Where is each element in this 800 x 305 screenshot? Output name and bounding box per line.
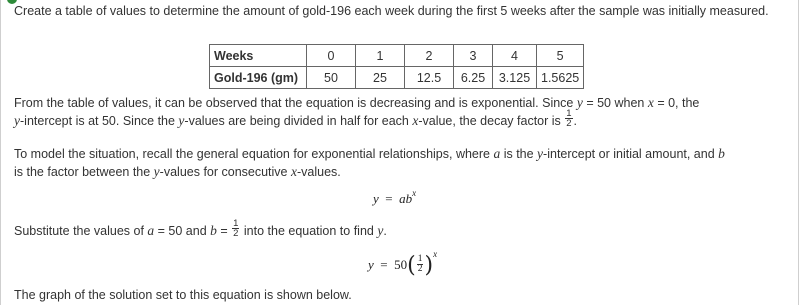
decay-fraction: $\frac{1}{2}$: [566, 108, 572, 130]
intro-text: Create a table of values to determine the amount of gold-196 each week during the first 5 weeks after the sample was initially measured.: [14, 4, 769, 18]
intro-paragraph: [14, 3, 784, 20]
solution-equation: y = 50( $\frac{1}{2}$ )$^x$: [368, 249, 438, 278]
substitute-text: Substitute the values of a = 50 and b = $\frac{1}{2}$ into the equation to find y.: [14, 218, 387, 240]
table-header-cell: Weeks: [210, 45, 307, 67]
table-cell: 25: [356, 67, 405, 89]
table-cell: 12.5: [405, 67, 454, 89]
table-header-cell: 5: [537, 45, 584, 67]
values-table: [209, 44, 584, 89]
table-row-weeks: [210, 45, 584, 67]
table-cell: 6.25: [454, 67, 493, 89]
table-cell: 3.125: [493, 67, 537, 89]
table-header-cell: 2: [405, 45, 454, 67]
model-text: To model the situation, recall the general equation for exponential relationships, where a is the y-intercept or initial amount, and b is the factor between the y-values for consecutive x-values.: [14, 146, 725, 179]
b-fraction: $\frac{1}{2}$: [233, 218, 239, 240]
half-fraction: $\frac{1}{2}$: [417, 253, 423, 274]
observation-text: From the table of values, it can be observed that the equation is decreasing and is exponential. Since y = 50 when x = 0, the y-intercept is at 50. Since the y-values are being divided in half for each x-value, the decay factor is $\frac{1}{2}$ .: [14, 95, 700, 130]
graph-note-paragraph: [14, 287, 784, 304]
table-header-cell: 4: [493, 45, 537, 67]
table-cell: 1.5625: [537, 67, 584, 89]
table-cell: Gold-196 (gm): [210, 67, 307, 89]
table-header-cell: 0: [307, 45, 356, 67]
observation-paragraph: [14, 94, 784, 131]
general-equation: $y = ab^x$: [373, 188, 417, 206]
table-cell: 50: [307, 67, 356, 89]
table-header-cell: 3: [454, 45, 493, 67]
table-header-cell: 1: [356, 45, 405, 67]
table-row-gold: [210, 67, 584, 89]
model-paragraph: [14, 145, 784, 181]
substitute-paragraph: [14, 218, 784, 241]
graph-note-text: The graph of the solution set to this equation is shown below.: [14, 288, 352, 302]
